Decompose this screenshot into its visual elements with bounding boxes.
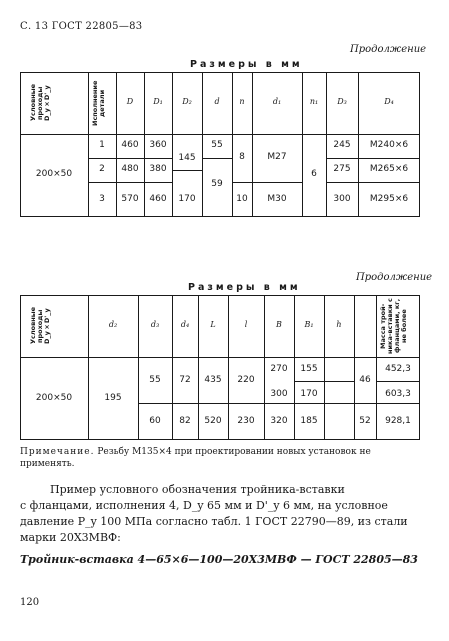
page-header: С. 13 ГОСТ 22805—83 [20,21,143,32]
table1-cell: 10 [236,194,248,204]
table1-cell: 360 [149,140,167,150]
table2-cell-merged: 46 [359,375,371,385]
table2-d2: 195 [104,393,122,403]
table1-cell: 380 [149,164,167,174]
table1-cell: 3 [99,194,105,204]
table1-cell: 300 [333,194,351,204]
table2-continuation: Продолжение [356,272,433,283]
table1-header-D1: D₁ [153,97,163,106]
table1-cell: 460 [149,194,167,204]
designation-example: Тройник-вставка 4—65×6—100—20Х3МВФ — ГОСТ 22805—83 [20,553,418,566]
table2-cell: 170 [300,389,318,399]
table2-cell-merged: 220 [237,375,255,385]
example-line-3: давление P_y 100 МПа согласно табл. 1 ГОСТ 22790—89, из стали [20,515,408,528]
table1-header-n: n [239,97,245,106]
table2 [20,295,420,440]
table1-cell: 460 [121,140,139,150]
table2-nominal: 200×50 [35,393,73,403]
table1-cell: 2 [99,164,105,174]
table1-header-d: d [214,97,220,106]
table2-header-h: h [336,320,342,329]
table1-nominal: 200×50 [35,169,73,179]
table1-header-version: Исполнение детали [91,80,106,126]
table2-cell: 155 [300,364,318,374]
table1-continuation: Продолжение [350,44,427,55]
table1-cell: M240×6 [369,140,409,150]
table2-header-mass: Масса трой-ника-вставки с фланцами, кг, не более [379,298,408,354]
table2-header-d3: d₃ [150,320,160,329]
table2-cell: 60 [149,416,161,426]
table2-cell-merged: 435 [204,375,222,385]
table2-cell: 452,3 [385,364,411,374]
example-line-4: марки 20Х3МВФ: [20,531,121,544]
note-label: Примечание. [20,447,95,457]
table2-header-B1: B₁ [304,320,314,329]
table1-cell: M30 [267,194,287,204]
table2-header-d2: d₂ [108,320,118,329]
table2-cell: 603,3 [385,389,411,399]
table1-caption: Размеры в мм [190,59,303,70]
table2-cell: 185 [300,416,318,426]
page-number: 120 [20,597,40,608]
table2-header-L: L [210,320,216,329]
table1-header-D4: D₄ [384,97,394,106]
table2-caption: Размеры в мм [188,282,301,293]
table1-cell-merged: M27 [267,152,287,162]
table1-cell: M295×6 [369,194,409,204]
table-note [20,446,420,470]
table1-cell: M265×6 [369,164,409,174]
table1 [20,72,420,217]
table1-cell-merged: 8 [239,152,245,162]
table1-cell: 480 [121,164,139,174]
table2-cell-merged: 72 [179,375,191,385]
table2-header-B: B [276,320,282,329]
table1-cell-merged: 145 [178,153,196,163]
table1-cell: 245 [333,140,351,150]
table1-cell: 1 [99,140,105,150]
table2-header-l: l [244,320,248,329]
table1-header-nominal: Условные проходы D_y×D'_y [29,84,51,122]
table1-header-D3: D₃ [337,97,347,106]
table1-cell: 55 [211,140,223,150]
table2-cell: 300 [270,389,288,399]
table1-header-D: D [126,97,134,106]
table1-cell: 275 [333,164,351,174]
table2-cell: 230 [237,416,255,426]
table1-cell-merged: 6 [311,169,317,179]
table2-cell: 270 [270,364,288,374]
table1-cell: 570 [121,194,139,204]
table2-header-nominal: Условные проходы D_y×D'_y [29,307,51,345]
table2-header-d4: d₄ [180,320,190,329]
table2-cell: 520 [204,416,222,426]
table1-header-D2: D₂ [182,97,192,106]
table2-cell-merged: 55 [149,375,161,385]
table1-header-d1: d₁ [272,97,282,106]
note-text: Резьбу М135×4 при проектировании новых установок не применять. [20,447,371,469]
table2-cell: 52 [359,416,371,426]
table2-cell: 928,1 [385,416,411,426]
table1-header-n1: n₁ [309,97,319,106]
example-line-2: с фланцами, исполнения 4, D_y 65 мм и D'_y 6 мм, на условное [20,499,388,512]
example-line-1: Пример условного обозначения тройника-вставки [50,483,345,496]
table2-cell: 82 [179,416,191,426]
table1-cell: 170 [178,194,196,204]
table1-cell-merged: 59 [211,179,223,189]
table2-cell: 320 [270,416,288,426]
